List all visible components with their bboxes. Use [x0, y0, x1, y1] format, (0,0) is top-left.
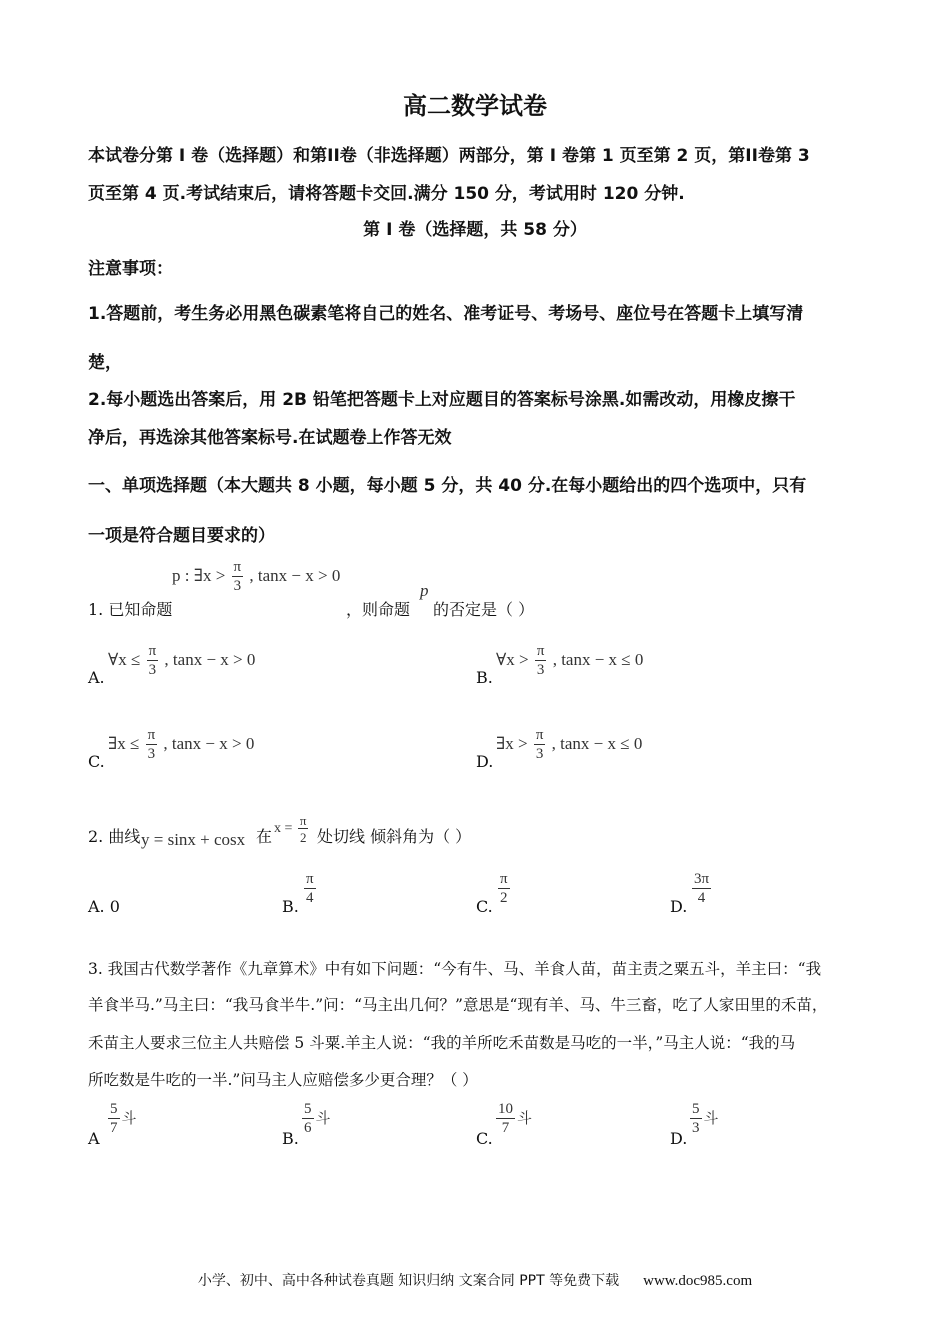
- q1-opt-c-den: 3: [147, 746, 156, 762]
- q3-opt-d-num: 5: [692, 1101, 700, 1117]
- q3-option-d-label: D.: [670, 1129, 688, 1148]
- q2-opt-b-num: π: [306, 871, 314, 887]
- q3-opt-a-den: 7: [110, 1120, 118, 1136]
- q3-opt-d-unit: 斗: [703, 1110, 719, 1127]
- q1-option-c-formula: [108, 728, 254, 762]
- q3-opt-b-den: 6: [304, 1120, 312, 1136]
- q3-opt-a-num: 5: [110, 1101, 118, 1117]
- q1-opt-d-frac: [534, 728, 546, 762]
- q3-opt-d-frac: [690, 1102, 702, 1136]
- q1-opt-a-num: π: [148, 643, 157, 659]
- q3-line-3: 禾苗主人要求三位主人共赔偿 5 斗粟.羊主人说：“我的羊所吃禾苗数是马吃的一半，”马主人说：“我的马: [88, 1034, 796, 1052]
- q2-curve: y = sinx + cosx: [141, 830, 246, 849]
- q3-option-c-label: C.: [476, 1129, 493, 1148]
- q1-frac-den: 3: [233, 578, 242, 594]
- section-1-line-1: 一、单项选择题（本大题共 8 小题，每小题 5 分，共 40 分.在每小题给出的四个选项中，只有: [88, 476, 807, 496]
- q1-formula-part-a: p : ∃x >: [172, 565, 226, 585]
- q1-opt-d-part-b: , tanx − x ≤ 0: [551, 733, 643, 753]
- q2-opt-c-num: π: [500, 871, 508, 887]
- part-one-heading: 第 I 卷（选择题，共 58 分）: [363, 220, 587, 240]
- q2-x-eq-text: x =: [274, 821, 293, 837]
- q1-proposition-formula: [172, 560, 340, 594]
- q1-opt-a-part-a: ∀x ≤: [108, 649, 141, 669]
- q1-opt-c-frac: [146, 728, 158, 762]
- notes-heading: 注意事项：: [88, 259, 173, 279]
- page-footer: [0, 1270, 950, 1290]
- q2-option-c-value: [496, 872, 512, 906]
- q2-prefix: 2. 曲线: [88, 827, 141, 846]
- q2-option-c-label: C.: [476, 897, 493, 916]
- q1-opt-b-part-a: ∀x >: [496, 649, 529, 669]
- q2-opt-c-den: 2: [500, 890, 508, 906]
- q2-frac-num: π: [299, 813, 307, 828]
- q1-option-b-formula: [496, 644, 643, 678]
- q3-option-b-label: B.: [282, 1129, 299, 1148]
- q1-middle: ，则命题: [346, 600, 411, 619]
- q1-prefix: 1. 已知命题: [88, 600, 173, 619]
- q1-opt-a-den: 3: [148, 662, 157, 678]
- q1-opt-d-num: π: [535, 727, 544, 743]
- q1-opt-c-part-a: ∃x ≤: [108, 733, 140, 753]
- q3-line-2: 羊食半马.”马主曰：“我马食半牛.”问：“马主出几何？”意思是“现有羊、马、牛三畜，吃了人家田里的禾苗，: [88, 996, 828, 1014]
- q2-x-eq: [274, 814, 310, 844]
- q1-opt-b-part-b: , tanx − x ≤ 0: [552, 649, 644, 669]
- intro-line-2: 页至第 4 页.考试结束后，请将答题卡交回.满分 150 分，考试用时 120 分钟.: [88, 184, 685, 204]
- q1-pi-over-3: [232, 560, 244, 594]
- q3-line-1: 3. 我国古代数学著作《九章算术》中有如下问题：“今有牛、马、羊食人苗，苗主责之粟五斗，羊主曰：“我: [88, 960, 822, 978]
- q3-option-a-label: A: [88, 1129, 100, 1148]
- q1-opt-a-part-b: , tanx − x > 0: [164, 649, 256, 669]
- q1-formula-part-b: , tanx − x > 0: [249, 565, 341, 585]
- q1-opt-b-num: π: [536, 643, 545, 659]
- q1-option-d-formula: [496, 728, 642, 762]
- q3-opt-c-den: 7: [501, 1120, 510, 1136]
- footer-text: 小学、初中、高中各种试卷真题 知识归纳 文案合同 PPT 等免费下载: [197, 1273, 620, 1289]
- q1-opt-b-den: 3: [536, 662, 545, 678]
- q1-opt-c-part-b: , tanx − x > 0: [163, 733, 255, 753]
- q1-opt-d-part-a: ∃x >: [496, 733, 528, 753]
- q1-opt-a-frac: [147, 644, 159, 678]
- q1-frac-num: π: [233, 559, 242, 575]
- q3-opt-d-den: 3: [692, 1120, 700, 1136]
- q3-opt-b-frac: [302, 1102, 314, 1136]
- q2-frac-den: 2: [299, 830, 307, 845]
- q1-var-p: p: [420, 581, 429, 600]
- q2-option-d-label: D.: [670, 897, 688, 916]
- q3-line-4: 所吃数是牛吃的一半.”问马主人应赔偿多少更合理？（ ）: [88, 1071, 478, 1089]
- q3-opt-a-frac: [108, 1102, 120, 1136]
- q3-opt-c-unit: 斗: [517, 1110, 533, 1127]
- q2-opt-b-frac: [304, 872, 316, 906]
- q3-opt-c-frac: [496, 1102, 515, 1136]
- q1-suffix: 的否定是（ ）: [433, 600, 535, 619]
- note-1-line-1: 1.答题前，考生务必用黑色碳素笔将自己的姓名、准考证号、考场号、座位号在答题卡上填写清: [88, 304, 804, 324]
- q2-opt-c-frac: [498, 872, 510, 906]
- q1-option-b-label: B.: [476, 668, 493, 687]
- q1-option-a-label: A.: [88, 668, 105, 687]
- q3-opt-a-unit: 斗: [121, 1110, 137, 1127]
- q2-option-b-label: B.: [282, 897, 299, 916]
- page-title: 高二数学试卷: [403, 92, 547, 120]
- q2-option-d-value: [690, 872, 713, 906]
- q3-option-b-value: [300, 1102, 331, 1136]
- q1-opt-d-den: 3: [535, 746, 544, 762]
- q2-suffix: 处切线 倾斜角为（ ）: [317, 827, 472, 846]
- q1-option-d-label: D.: [476, 752, 494, 771]
- q1-opt-b-frac: [535, 644, 547, 678]
- q2-option-b-value: [302, 872, 318, 906]
- q3-option-d-value: [688, 1102, 719, 1136]
- footer-url-link[interactable]: www.doc985.com: [643, 1273, 753, 1289]
- note-2-line-1: 2.每小题选出答案后，用 2B 铅笔把答题卡上对应题目的答案标号涂黑.如需改动，用橡皮擦干: [88, 390, 796, 410]
- intro-line-1: 本试卷分第 I 卷（选择题）和第II卷（非选择题）两部分，第 I 卷第 1 页至第 2 页，第II卷第 3: [88, 146, 810, 166]
- section-1-line-2: 一项是符合题目要求的）: [88, 526, 275, 546]
- note-2-line-2: 净后，再选涂其他答案标号.在试题卷上作答无效: [88, 428, 452, 448]
- q3-opt-c-num: 10: [498, 1101, 513, 1117]
- q2-opt-d-den: 4: [697, 890, 706, 906]
- q1-opt-c-num: π: [147, 727, 156, 743]
- q2-pi-over-2: [298, 814, 309, 844]
- q2-at: 在: [256, 827, 273, 846]
- note-1-line-2: 楚，: [88, 353, 122, 373]
- q3-opt-b-num: 5: [304, 1101, 312, 1117]
- q3-option-c-value: [494, 1102, 532, 1136]
- q2-opt-d-frac: [692, 872, 711, 906]
- q1-option-a-formula: [108, 644, 255, 678]
- q2-opt-b-den: 4: [306, 890, 314, 906]
- q3-opt-b-unit: 斗: [315, 1110, 331, 1127]
- q2-option-a: A. 0: [88, 897, 120, 916]
- q3-option-a-value: [106, 1102, 137, 1136]
- q2-opt-d-num: 3π: [694, 871, 710, 887]
- q1-option-c-label: C.: [88, 752, 105, 771]
